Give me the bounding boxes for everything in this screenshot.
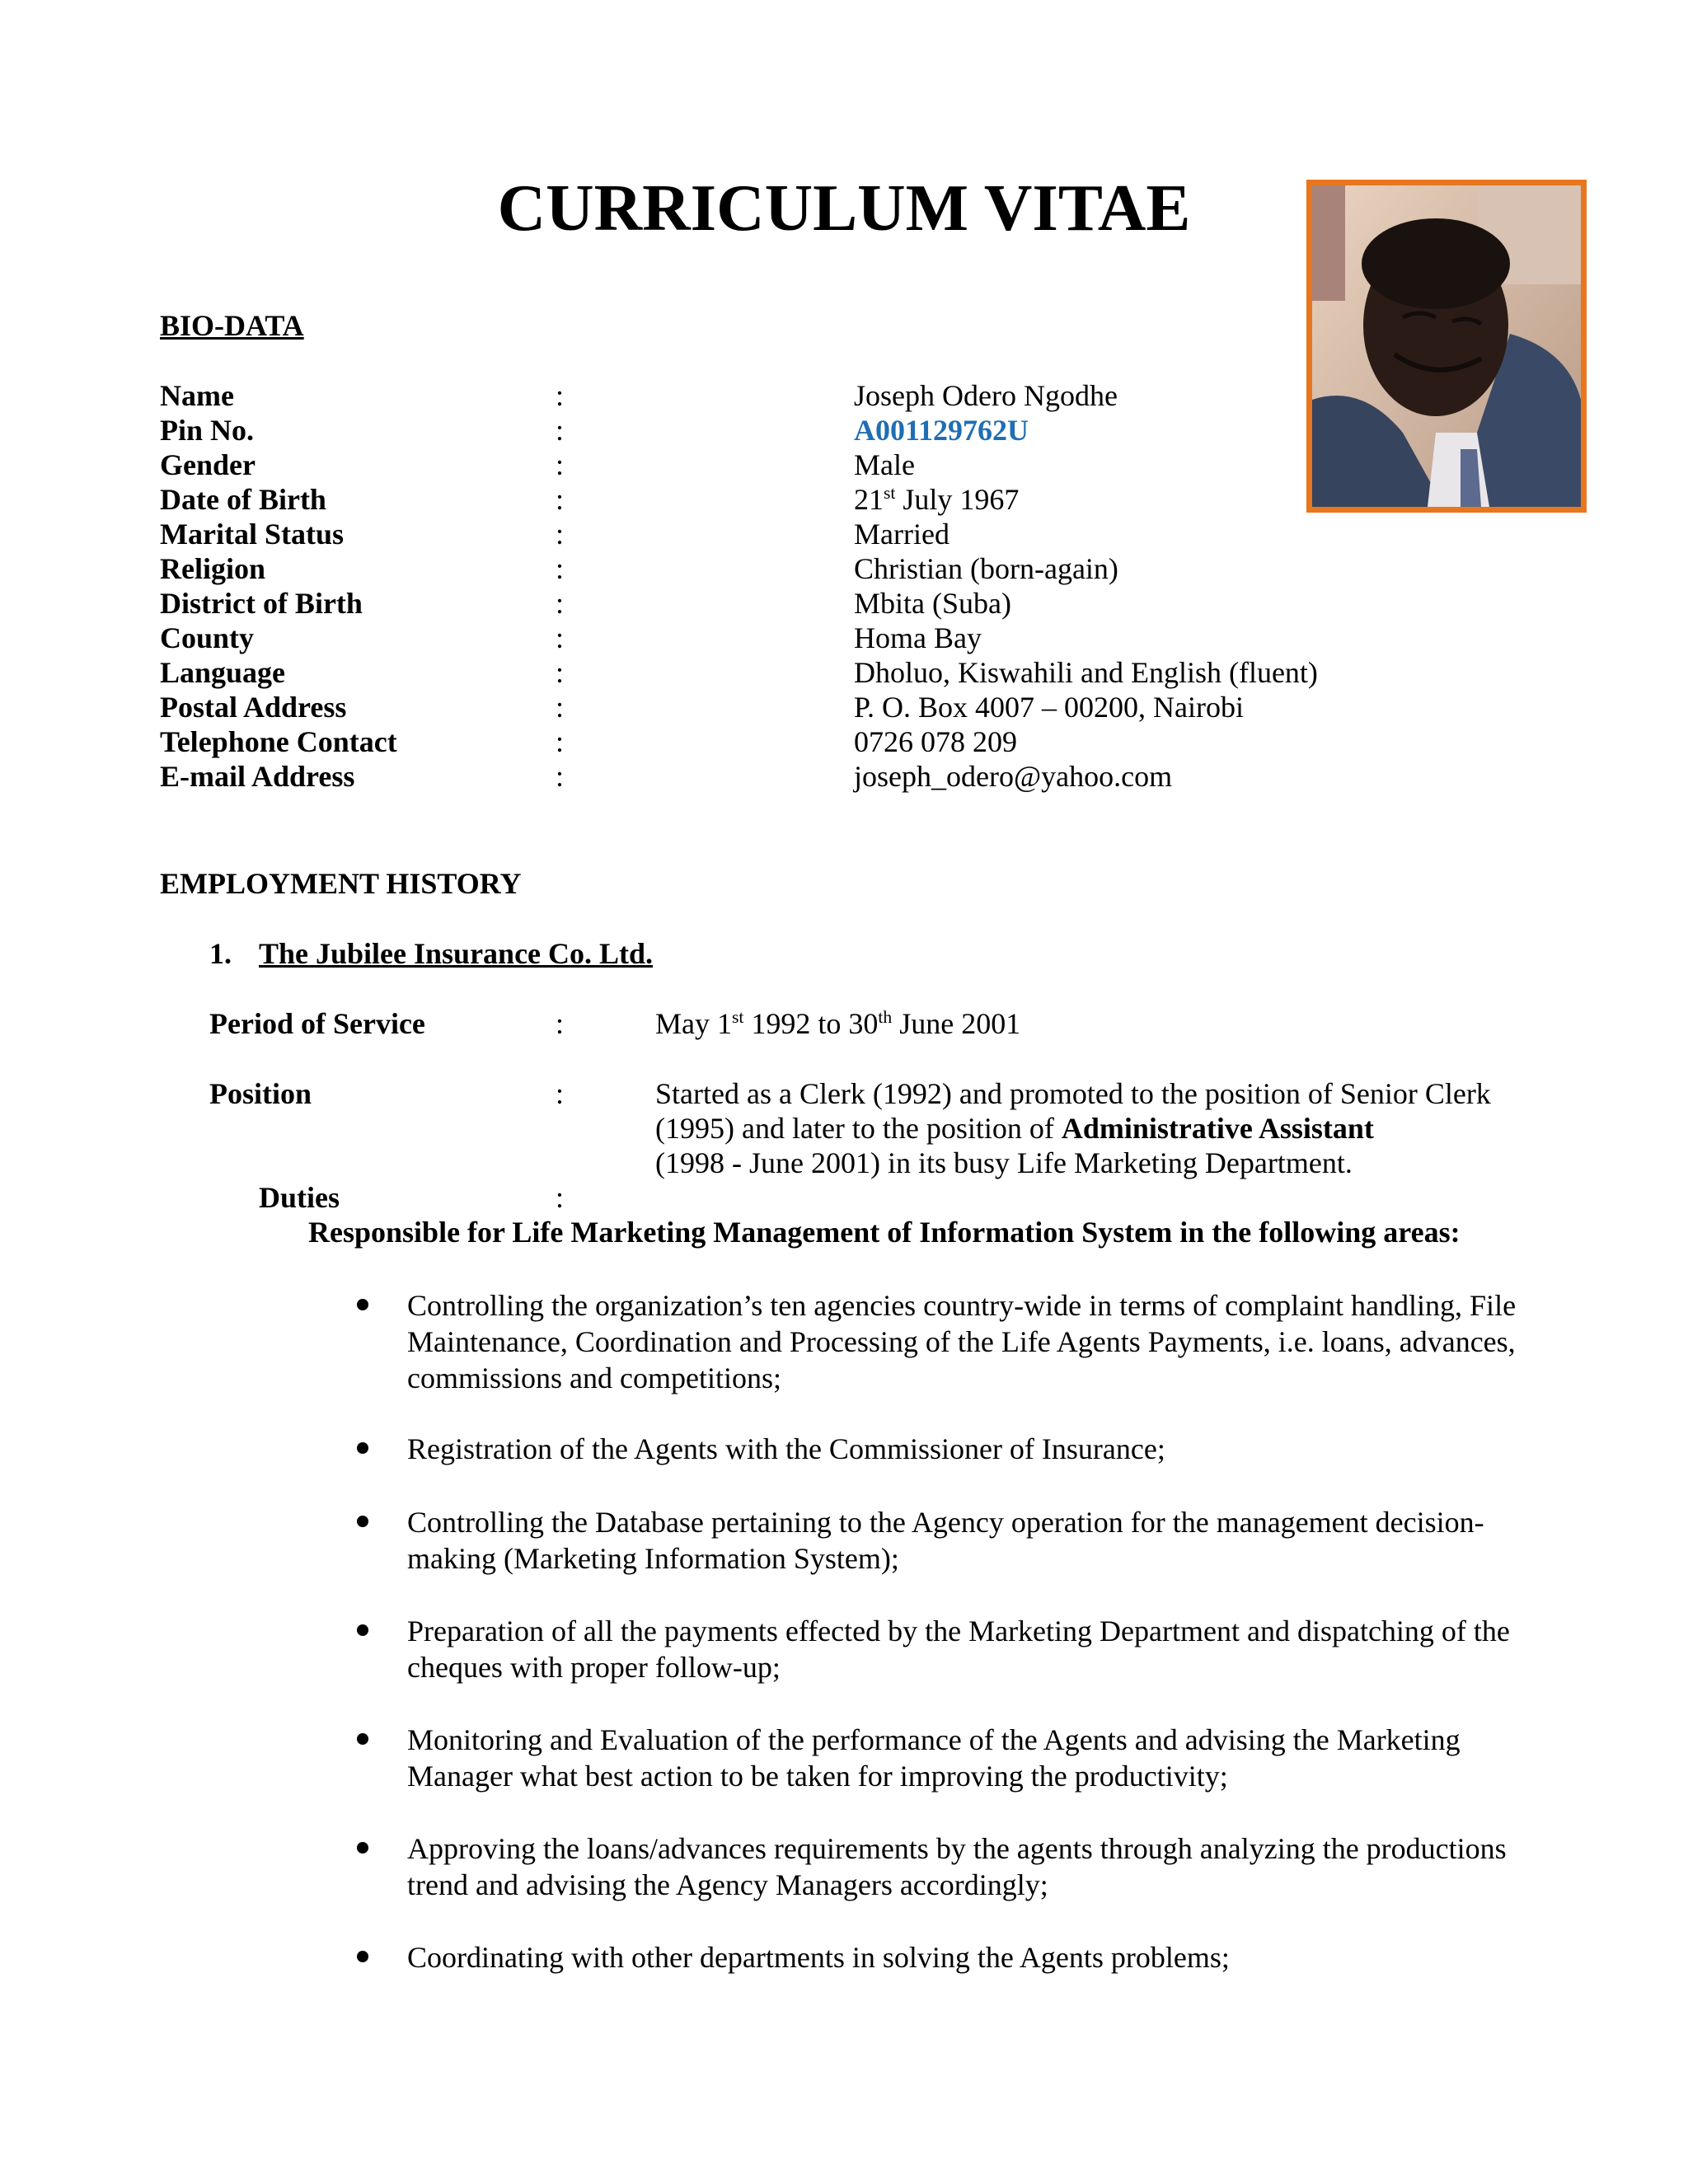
employment-history-heading: EMPLOYMENT HISTORY — [160, 867, 522, 900]
dob-ordinal: st — [884, 483, 896, 503]
dob-rest: July 1967 — [895, 483, 1020, 516]
bio-label-postal: Postal Address — [160, 691, 347, 724]
position-line-3: (1998 - June 2001) in its busy Life Marketing Department. — [655, 1146, 1353, 1179]
bio-value-pin: A001129762U — [854, 414, 1029, 447]
bio-separator: : — [556, 379, 565, 412]
bio-separator: : — [556, 656, 565, 689]
period-start-ordinal: st — [732, 1007, 744, 1027]
duties-intro: Responsible for Life Marketing Management of Information System in the following areas: — [308, 1216, 1461, 1249]
employer-name: The Jubilee Insurance Co. Ltd. — [259, 937, 654, 970]
bullet-icon — [357, 1299, 368, 1310]
position-line-2-text: (1995) and later to the position of — [655, 1112, 1062, 1145]
bio-value-district: Mbita (Suba) — [854, 587, 1011, 620]
bio-separator: : — [556, 621, 565, 654]
bio-separator: : — [556, 725, 565, 758]
bio-value-religion: Christian (born-again) — [854, 552, 1118, 585]
duty-item: Controlling the organization’s ten agencies country-wide in terms of complaint handling, File Maintenance, Coordination and Processing of the Life Agents Payments, i.e. loans, advances, commissions and competitions; — [407, 1289, 1517, 1394]
position-title: Administrative Assistant — [1061, 1112, 1374, 1145]
bio-label-district: District of Birth — [160, 587, 363, 620]
bullet-icon — [357, 1624, 368, 1636]
bio-value-postal: P. O. Box 4007 – 00200, Nairobi — [854, 691, 1245, 724]
period-end-ordinal: th — [878, 1007, 893, 1027]
bio-value-dob — [854, 485, 1019, 514]
bio-separator: : — [556, 448, 565, 481]
bio-value-language: Dholuo, Kiswahili and English (fluent) — [854, 656, 1318, 689]
duty-item: Registration of the Agents with the Commissioner of Insurance; — [407, 1432, 1165, 1465]
bio-separator: : — [556, 587, 565, 620]
bio-separator: : — [556, 414, 565, 447]
bullet-icon — [357, 1442, 368, 1454]
bio-value-gender: Male — [854, 448, 915, 481]
period-label: Period of Service — [209, 1007, 425, 1040]
bio-label-gender: Gender — [160, 448, 256, 481]
bio-label-dob: Date of Birth — [160, 483, 326, 516]
bio-label-email: E-mail Address — [160, 760, 355, 793]
bio-value-county: Homa Bay — [854, 621, 982, 654]
duties-separator: : — [556, 1181, 565, 1214]
bio-label-language: Language — [160, 656, 286, 689]
bio-label-name: Name — [160, 379, 234, 412]
profile-photo — [1306, 180, 1587, 513]
bio-label-county: County — [160, 621, 255, 654]
bio-label-religion: Religion — [160, 552, 266, 585]
position-line-1: Started as a Clerk (1992) and promoted to the position of Senior Clerk — [655, 1077, 1491, 1110]
job-number: 1. — [209, 937, 232, 970]
duties-label: Duties — [259, 1181, 340, 1214]
bullet-icon — [357, 1842, 368, 1854]
position-line-2 — [655, 1113, 1374, 1143]
bio-label-telephone: Telephone Contact — [160, 725, 397, 758]
dob-day: 21 — [854, 483, 884, 516]
bullet-icon — [357, 1951, 368, 1962]
bio-value-email[interactable]: joseph_odero@yahoo.com — [854, 760, 1173, 793]
bullet-icon — [357, 1516, 368, 1527]
bio-separator: : — [556, 552, 565, 585]
period-end-rest: June 2001 — [892, 1007, 1021, 1040]
duty-item: Approving the loans/advances requirements by the agents through analyzing the productions trend and advising the Agency Managers accordingly; — [407, 1832, 1507, 1901]
bio-label-pin: Pin No. — [160, 414, 255, 447]
bio-separator: : — [556, 760, 565, 793]
portrait-image — [1312, 185, 1581, 507]
duty-item: Monitoring and Evaluation of the performance of the Agents and advising the Marketing Manager what best action to be taken for improving the productivity; — [407, 1723, 1461, 1793]
period-end: 1992 to 30 — [743, 1007, 879, 1040]
period-start: May 1 — [655, 1007, 732, 1040]
duty-item: Controlling the Database pertaining to the Agency operation for the management decision-making (Marketing Information System); — [407, 1506, 1484, 1575]
bio-data-heading: BIO-DATA — [160, 309, 304, 342]
bullet-icon — [357, 1733, 368, 1745]
duty-item: Preparation of all the payments effected by the Marketing Department and dispatching of the cheques with proper follow-up; — [407, 1615, 1510, 1684]
bio-label-marital: Marital Status — [160, 518, 344, 551]
period-value — [655, 1009, 1020, 1038]
bio-value-name: Joseph Odero Ngodhe — [854, 379, 1118, 412]
position-separator: : — [556, 1077, 565, 1110]
period-separator: : — [556, 1007, 565, 1040]
bio-value-marital: Married — [854, 518, 950, 551]
bio-separator: : — [556, 691, 565, 724]
position-label: Position — [209, 1077, 312, 1110]
bio-separator: : — [556, 483, 565, 516]
bio-value-telephone: 0726 078 209 — [854, 725, 1017, 758]
page-title: CURRICULUM VITAE — [497, 171, 1191, 245]
bio-separator: : — [556, 518, 565, 551]
duty-item: Coordinating with other departments in solving the Agents problems; — [407, 1941, 1230, 1974]
